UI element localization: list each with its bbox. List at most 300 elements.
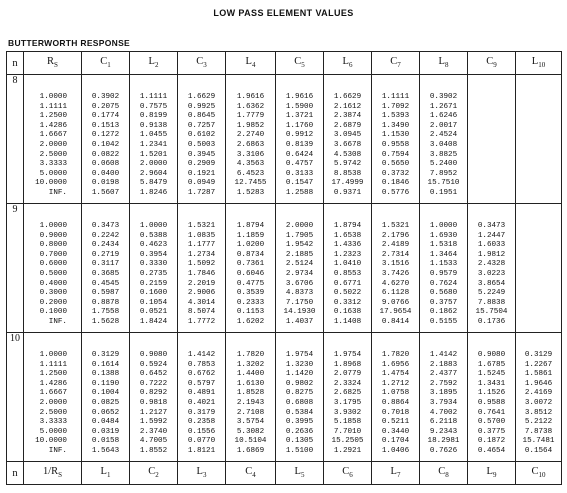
element-values	[82, 75, 129, 199]
element-value: 1.1111	[381, 93, 410, 101]
element-value: 0.3757	[429, 298, 458, 307]
element-value: 3.7934	[429, 398, 458, 407]
element-value: 1.7846	[187, 269, 216, 278]
element-value: 0.7853	[187, 360, 216, 369]
element-value: 0.6046	[236, 269, 265, 278]
element-value: 1.9616	[236, 93, 265, 101]
element-value: 0.0158	[91, 437, 120, 446]
element-values	[130, 204, 177, 328]
element-value: 0.6424	[285, 150, 314, 159]
element-value: 2.7314	[381, 250, 410, 259]
element-value: 1.7820	[236, 351, 265, 359]
rs-column	[24, 75, 82, 204]
element-column-6	[324, 75, 372, 204]
element-value: 10.5104	[234, 437, 267, 446]
element-value: 0.3330	[139, 260, 168, 269]
element-values	[178, 75, 225, 199]
element-value: 0.9371	[333, 188, 362, 197]
footer-col-1	[82, 462, 130, 485]
rs-value: 5.0000	[39, 169, 67, 178]
rs-value: 0.9000	[39, 231, 67, 240]
element-value: 0.2358	[187, 418, 216, 427]
element-values	[324, 333, 371, 457]
element-value: 0.0608	[91, 160, 120, 169]
element-value: 5.2249	[477, 289, 506, 298]
element-value: 1.0000	[139, 222, 168, 230]
order-n: 10	[7, 333, 24, 462]
rs-value: 0.6000	[39, 260, 67, 269]
element-value: 1.6246	[429, 112, 458, 121]
element-value: 0.3685	[91, 269, 120, 278]
rs-value: 2.5000	[39, 150, 67, 159]
element-value: 6.4523	[236, 169, 265, 178]
rs-value: 1.0000	[39, 93, 67, 101]
element-value: 7.7010	[333, 427, 362, 436]
rs-values	[24, 75, 81, 199]
element-value: 1.5393	[381, 112, 410, 121]
element-column-3	[178, 333, 226, 462]
header-col-5	[276, 52, 324, 75]
element-value: 1.2588	[285, 188, 314, 197]
header-col-10-sub: 10	[538, 61, 546, 70]
header-col-10	[516, 52, 562, 75]
element-value: 0.4654	[477, 446, 506, 455]
rs-values	[24, 333, 81, 457]
header-col-5-sub: 5	[301, 61, 305, 70]
element-value: 1.9646	[524, 379, 553, 388]
element-value: 1.4754	[381, 370, 410, 379]
element-value: 7.8838	[477, 298, 506, 307]
element-value: 0.4891	[187, 389, 216, 398]
element-value: 3.8512	[524, 408, 553, 417]
rs-value: 1.6667	[39, 389, 67, 398]
element-value: 1.8552	[139, 446, 168, 455]
element-value: 1.6130	[236, 379, 265, 388]
element-value: 0.7594	[381, 150, 410, 159]
element-value: 1.1859	[236, 231, 265, 240]
footer-col-10-base: C	[531, 466, 539, 478]
element-value: 1.2323	[333, 250, 362, 259]
element-value: 4.7005	[139, 437, 168, 446]
element-value: 8.8538	[333, 169, 362, 178]
element-value: 1.2671	[429, 102, 458, 111]
element-value: 1.5321	[187, 222, 216, 230]
element-values	[324, 204, 371, 328]
element-column-4	[226, 75, 276, 204]
footer-col-3	[178, 462, 226, 485]
element-value: 1.5992	[139, 418, 168, 427]
element-value: 3.1516	[381, 260, 410, 269]
element-value: 0.0822	[91, 150, 120, 159]
element-value: 0.4775	[236, 279, 265, 288]
order-n: 9	[7, 204, 24, 333]
element-value: 0.5022	[333, 289, 362, 298]
element-values	[372, 204, 419, 328]
element-value: 2.1612	[333, 102, 362, 111]
element-value: 0.9579	[429, 269, 458, 278]
order-block-10	[7, 333, 562, 462]
element-values	[324, 75, 371, 199]
element-value: 3.7426	[381, 269, 410, 278]
footer-col-6-sub: 6	[349, 471, 353, 480]
element-value: 0.9912	[285, 131, 314, 140]
footer-col-4	[226, 462, 276, 485]
footer-col-7-base: L	[390, 466, 397, 478]
rs-value: 10.0000	[35, 179, 67, 188]
element-value: 0.5987	[91, 289, 120, 298]
element-value: 2.9734	[285, 269, 314, 278]
header-col-9-base: C	[486, 56, 494, 68]
element-value: 1.6629	[333, 93, 362, 101]
header-col-8-base: L	[438, 56, 445, 68]
element-value: 1.1533	[429, 260, 458, 269]
element-value: 0.8139	[285, 140, 314, 149]
element-value: 1.6869	[236, 446, 265, 455]
element-value: 0.0825	[91, 398, 120, 407]
element-value: 0.9818	[139, 398, 168, 407]
element-value: 1.2447	[477, 231, 506, 240]
element-value: 0.2909	[187, 160, 216, 169]
footer-n: n	[7, 462, 24, 485]
element-value: 0.5003	[187, 140, 216, 149]
rs-value: 1.6667	[39, 131, 67, 140]
header-col-7-sub: 7	[397, 61, 401, 70]
element-value: 0.9588	[477, 398, 506, 407]
header-col-3-sub: 3	[203, 61, 207, 70]
element-values	[178, 204, 225, 328]
header-col-10-base: L	[531, 56, 539, 68]
header-col-7-base: C	[390, 56, 398, 68]
element-value: 0.6808	[285, 398, 314, 407]
element-value: 1.8968	[333, 360, 362, 369]
element-value: 0.7626	[429, 446, 458, 455]
element-value: 3.6706	[285, 279, 314, 288]
element-value: 0.3129	[524, 351, 553, 359]
rs-value: INF.	[48, 188, 67, 197]
element-column-5	[276, 75, 324, 204]
element-values	[468, 75, 515, 93]
rs-value: 5.0000	[39, 427, 67, 436]
element-value: 2.4377	[429, 370, 458, 379]
element-value: 1.6785	[477, 360, 506, 369]
element-value: 0.6762	[187, 370, 216, 379]
element-value: 0.1846	[381, 179, 410, 188]
element-value: 0.8734	[236, 250, 265, 259]
element-value: 1.5092	[187, 260, 216, 269]
footer-col-4-sub: 4	[252, 471, 256, 480]
element-value: 1.0000	[429, 222, 458, 230]
element-value: 15.7481	[522, 437, 555, 446]
element-value: 0.0484	[91, 418, 120, 427]
element-value: 1.7092	[381, 102, 410, 111]
rs-value: 2.5000	[39, 408, 67, 417]
element-value: 0.3539	[236, 289, 265, 298]
element-value: 0.2159	[139, 279, 168, 288]
element-value: 1.8794	[333, 222, 362, 230]
rs-column	[24, 333, 82, 462]
element-value: 4.3014	[187, 298, 216, 307]
element-value: 0.3902	[91, 93, 120, 101]
element-value: 1.4142	[187, 351, 216, 359]
element-value: 2.6879	[333, 121, 362, 130]
footer-col-6	[324, 462, 372, 485]
element-value: 2.4189	[381, 241, 410, 250]
element-value: 0.5680	[429, 289, 458, 298]
element-value: 0.1872	[477, 437, 506, 446]
element-value: 0.7361	[236, 260, 265, 269]
header-col-2	[130, 52, 178, 75]
element-value: 0.0521	[139, 308, 168, 317]
element-value: 0.8275	[285, 389, 314, 398]
footer-col-8	[420, 462, 468, 485]
element-values	[82, 333, 129, 457]
element-value: 0.9080	[139, 351, 168, 359]
element-value: 1.1777	[187, 241, 216, 250]
rs-value: 0.7000	[39, 250, 67, 259]
element-column-2	[130, 333, 178, 462]
element-value: 3.5754	[236, 418, 265, 427]
element-column-8	[420, 75, 468, 204]
element-value: 0.8878	[91, 298, 120, 307]
element-value: 3.6678	[333, 140, 362, 149]
footer-col-2-sub: 2	[155, 471, 159, 480]
footer-col-7-sub: 7	[396, 471, 401, 480]
element-values	[468, 333, 515, 457]
element-value: 1.7558	[91, 308, 120, 317]
element-value: 0.1921	[187, 169, 216, 178]
element-column-4	[226, 204, 276, 333]
element-values	[178, 333, 225, 457]
element-value: 17.4999	[331, 179, 364, 188]
element-value: 0.7018	[381, 408, 410, 417]
element-value: 5.2122	[524, 418, 553, 427]
footer-col-10-sub: 10	[538, 471, 546, 480]
footer-col-2-base: C	[148, 466, 156, 478]
rs-value: 1.0000	[39, 351, 67, 359]
element-values	[420, 333, 467, 457]
element-value: 0.7641	[477, 408, 506, 417]
rs-value: 0.4000	[39, 279, 67, 288]
element-value: 2.9604	[139, 169, 168, 178]
element-value: 0.8553	[333, 269, 362, 278]
element-value: 0.1600	[139, 289, 168, 298]
element-value: 7.1750	[285, 298, 314, 307]
element-value: 8.5074	[187, 308, 216, 317]
element-value: 0.9080	[477, 351, 506, 359]
element-value: 1.5245	[477, 370, 506, 379]
element-value: 4.6270	[381, 279, 410, 288]
element-value: 1.6538	[333, 231, 362, 240]
element-value: 0.0319	[91, 427, 120, 436]
element-value: 2.2740	[236, 131, 265, 140]
element-value: 1.5628	[91, 317, 120, 326]
element-value: 0.3179	[187, 408, 216, 417]
element-value: 1.5321	[381, 222, 410, 230]
element-value: 1.1530	[381, 131, 410, 140]
element-value: 1.1760	[285, 121, 314, 130]
element-value: 1.2267	[524, 360, 553, 369]
element-values	[130, 333, 177, 457]
rs-value: 1.2500	[39, 370, 67, 379]
header-n: n	[7, 52, 24, 75]
element-value: 0.3129	[91, 351, 120, 359]
element-value: 1.0200	[236, 241, 265, 250]
element-column-10	[516, 75, 562, 204]
element-value: 3.8825	[429, 150, 458, 159]
rs-values	[24, 204, 81, 328]
element-column-2	[130, 75, 178, 204]
header-row	[7, 52, 562, 75]
rs-value: 1.1111	[39, 360, 67, 369]
element-column-7	[372, 204, 420, 333]
rs-value: 0.3000	[39, 289, 67, 298]
element-value: 0.1388	[91, 370, 120, 379]
element-value: 15.7510	[427, 179, 460, 188]
element-value: 0.4545	[91, 279, 120, 288]
rs-column	[24, 204, 82, 333]
element-value: 0.3902	[429, 93, 458, 101]
element-value: 0.1054	[139, 298, 168, 307]
element-value: 4.7002	[429, 408, 458, 417]
element-value: 1.9616	[285, 93, 314, 101]
element-value: 0.5384	[285, 408, 314, 417]
element-value: 17.9654	[379, 308, 412, 317]
element-value: 0.3945	[187, 150, 216, 159]
element-column-8	[420, 333, 468, 462]
element-value: 1.3490	[381, 121, 410, 130]
element-value: 1.6956	[381, 360, 410, 369]
header-col-1-base: C	[100, 56, 108, 68]
element-value: 0.7575	[139, 102, 168, 111]
element-column-6	[324, 333, 372, 462]
rs-value: INF.	[48, 446, 67, 455]
element-value: 3.0408	[429, 140, 458, 149]
element-values	[276, 75, 323, 199]
header-col-4	[226, 52, 276, 75]
element-value: 2.0000	[139, 160, 168, 169]
element-value: 1.3230	[285, 360, 314, 369]
element-value: 2.6863	[236, 140, 265, 149]
element-value: 0.1513	[91, 121, 120, 130]
element-value: 3.0223	[477, 269, 506, 278]
element-column-2	[130, 204, 178, 333]
header-col-2-base: L	[148, 56, 155, 68]
element-value: 0.8414	[381, 317, 410, 326]
element-value: 1.2127	[139, 408, 168, 417]
element-value: 0.2719	[91, 250, 120, 259]
element-value: 0.1042	[91, 140, 120, 149]
element-value: 1.0410	[333, 260, 362, 269]
element-value: 1.3464	[429, 250, 458, 259]
footer-col-3-base: L	[196, 466, 203, 478]
element-values	[516, 333, 561, 457]
element-column-1	[82, 204, 130, 333]
footer-col-5	[276, 462, 324, 485]
footer-col-8-base: C	[438, 466, 446, 478]
element-values	[420, 204, 467, 328]
element-value: 1.5607	[91, 188, 120, 197]
rs-value: 1.1111	[39, 102, 67, 111]
element-values	[130, 75, 177, 199]
element-value: 14.1930	[283, 308, 316, 317]
element-value: 0.0198	[91, 179, 120, 188]
element-value: 0.3117	[91, 260, 120, 269]
element-value: 4.5308	[333, 150, 362, 159]
element-value: 0.9925	[187, 102, 216, 111]
element-column-7	[372, 333, 420, 462]
element-value: 5.3082	[236, 427, 265, 436]
element-value: 0.0949	[187, 179, 216, 188]
header-col-2-sub: 2	[154, 61, 159, 70]
element-value: 0.3954	[139, 250, 168, 259]
element-column-5	[276, 333, 324, 462]
element-value: 0.3473	[91, 222, 120, 230]
element-value: 2.3874	[333, 112, 362, 121]
element-value: 1.7772	[187, 317, 216, 326]
order-block-9	[7, 204, 562, 333]
element-value: 1.8424	[139, 317, 168, 326]
element-column-3	[178, 75, 226, 204]
footer-col-8-sub: 8	[445, 471, 449, 480]
element-value: 0.7624	[429, 279, 458, 288]
rs-value: 0.2000	[39, 298, 67, 307]
element-value: 9.0766	[381, 298, 410, 307]
element-values	[420, 75, 467, 199]
header-col-6	[324, 52, 372, 75]
element-value: 0.5388	[139, 231, 168, 240]
element-value: 1.5318	[429, 241, 458, 250]
element-value: 1.2921	[333, 446, 362, 455]
footer-col-2	[130, 462, 178, 485]
element-column-5	[276, 204, 324, 333]
element-value: 1.6629	[187, 93, 216, 101]
header-col-5-base: C	[294, 56, 302, 68]
element-value: 2.0017	[429, 121, 458, 130]
element-value: 2.4524	[429, 131, 458, 140]
element-value: 0.8199	[139, 112, 168, 121]
element-value: 0.4623	[139, 241, 168, 250]
element-column-10	[516, 333, 562, 462]
element-value: 1.6033	[477, 241, 506, 250]
element-value: 0.3775	[477, 427, 506, 436]
header-col-3-base: C	[196, 56, 204, 68]
element-value: 0.8645	[187, 112, 216, 121]
element-value: 1.4142	[429, 351, 458, 359]
element-value: 0.1638	[333, 308, 362, 317]
element-value: 2.0779	[333, 370, 362, 379]
rs-value: 0.8000	[39, 241, 67, 250]
rs-value: 3.3333	[39, 418, 67, 427]
element-value: 2.1883	[429, 360, 458, 369]
element-value: 2.5124	[285, 260, 314, 269]
rs-value: 1.4286	[39, 121, 67, 130]
element-value: 6.1128	[381, 289, 410, 298]
element-column-10	[516, 204, 562, 333]
element-value: 0.1004	[91, 389, 120, 398]
element-value: 15.2505	[331, 437, 364, 446]
element-value: 0.6452	[139, 370, 168, 379]
element-value: 2.1943	[236, 398, 265, 407]
element-value: 7.8952	[429, 169, 458, 178]
element-value: 1.9754	[285, 351, 314, 359]
element-value: 2.9006	[187, 289, 216, 298]
element-column-9	[468, 204, 516, 333]
element-value: 1.0406	[381, 446, 410, 455]
element-value: 0.1614	[91, 360, 120, 369]
element-value: 0.3312	[333, 298, 362, 307]
element-value: 2.4169	[524, 389, 553, 398]
footer-col-4-base: C	[245, 466, 253, 478]
